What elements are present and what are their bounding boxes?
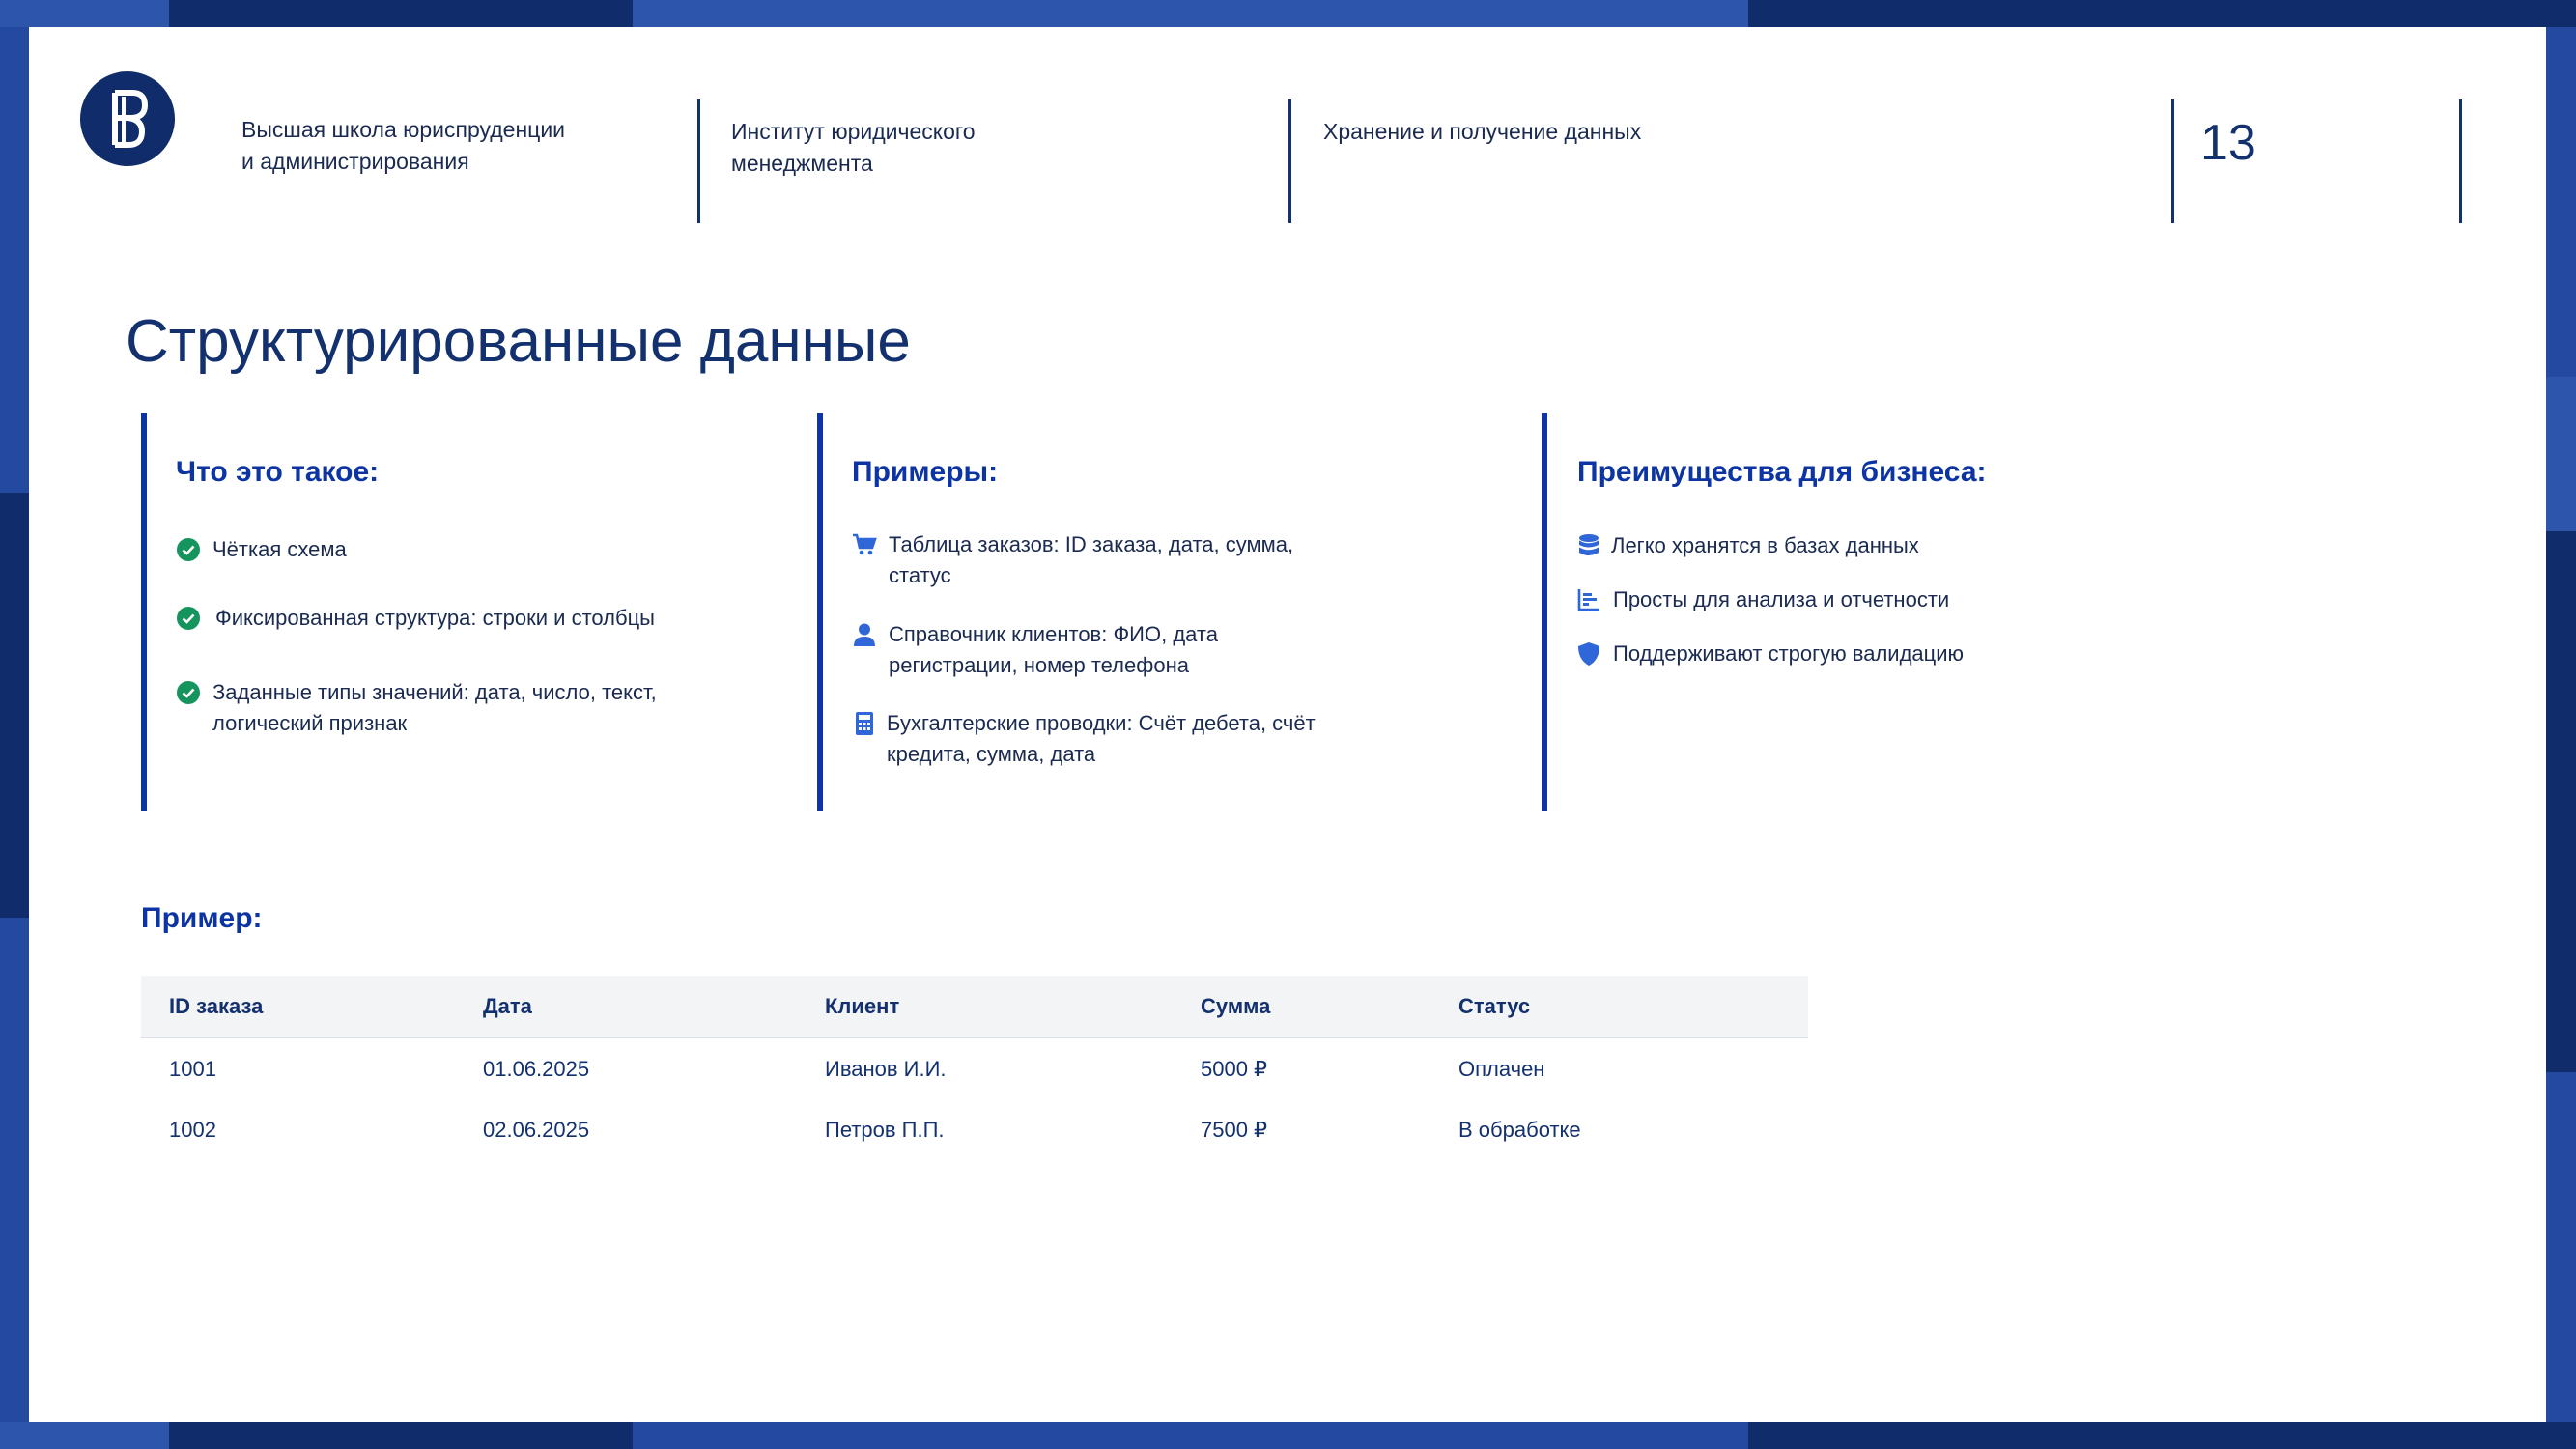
list-item [852, 529, 1293, 591]
institute-name [731, 116, 976, 180]
table-row [141, 1038, 1808, 1099]
column-accent-bar [817, 413, 823, 811]
frame-block [2546, 531, 2576, 1072]
column-heading-benefits: Преимущества для бизнеса: [1577, 456, 1987, 488]
table-cell: 1001 [169, 1057, 216, 1081]
school-name-line: Высшая школа юриспруденции [241, 117, 566, 142]
database-icon [1576, 533, 1601, 558]
frame-block [2546, 377, 2576, 531]
frame-block [169, 0, 633, 27]
list-item [1576, 584, 1949, 615]
table-cell: 7500 ₽ [1201, 1118, 1268, 1142]
list-item [176, 677, 657, 739]
list-item-text: Заданные типы значений: дата, число, текст, [212, 680, 657, 704]
frame-block [0, 0, 169, 27]
list-item [176, 534, 347, 565]
list-item-text: Бухгалтерские проводки: Счёт дебета, счёт [887, 711, 1316, 735]
table-cell: Петров П.П. [825, 1118, 945, 1142]
institute-name-line: Институт юридического [731, 119, 976, 144]
list-item-text: Таблица заказов: ID заказа, дата, сумма, [889, 532, 1294, 556]
shield-icon [1576, 641, 1601, 667]
list-item-text: Поддерживают строгую валидацию [1613, 641, 1965, 666]
list-item [1576, 530, 1919, 561]
frame-block [1748, 0, 2576, 27]
list-item-text: Просты для анализа и отчетности [1613, 587, 1950, 611]
list-item-text: Легко хранятся в базах данных [1611, 533, 1919, 557]
table-cell: Иванов И.И. [825, 1057, 947, 1081]
list-item [852, 619, 1218, 681]
check-circle-icon [176, 537, 201, 562]
table-header-cell: Сумма [1201, 994, 1271, 1018]
frame-block [633, 0, 1748, 27]
table-row [141, 1099, 1808, 1160]
header-divider [2171, 99, 2174, 223]
table-cell: 02.06.2025 [483, 1118, 590, 1142]
header-divider [1288, 99, 1291, 223]
header-divider [2459, 99, 2462, 223]
shopping-cart-icon [852, 532, 877, 557]
frame-block [0, 493, 29, 918]
orders-table [141, 976, 1808, 1160]
list-item [852, 708, 1316, 770]
institute-name-line: менеджмента [731, 151, 873, 176]
table-header-cell: Клиент [825, 994, 900, 1018]
list-item-text: Чёткая схема [212, 537, 347, 561]
table-cell: Оплачен [1458, 1057, 1545, 1081]
list-item-text: кредита, сумма, дата [887, 742, 1096, 766]
topic-name: Хранение и получение данных [1323, 119, 1642, 144]
column-heading-definition: Что это такое: [176, 456, 380, 488]
column-heading-examples: Примеры: [852, 456, 999, 488]
check-circle-icon [176, 680, 201, 705]
column-accent-bar [1542, 413, 1547, 811]
table-cell: 5000 ₽ [1201, 1057, 1268, 1081]
list-item-text: регистрации, номер телефона [889, 653, 1189, 677]
example-heading: Пример: [141, 902, 263, 934]
page-title: Структурированные данные [126, 308, 911, 375]
frame-block [0, 1422, 169, 1449]
school-name-line: и администрирования [241, 149, 469, 174]
table-cell: 1002 [169, 1118, 216, 1142]
list-item-text: Фиксированная структура: строки и столбцы [215, 606, 655, 630]
list-item-text: логический признак [212, 711, 408, 735]
list-item-text: статус [889, 563, 951, 587]
table-header-cell: Дата [483, 994, 532, 1018]
hse-logo [80, 71, 175, 166]
table-cell: 01.06.2025 [483, 1057, 590, 1081]
list-item [176, 603, 655, 634]
table-cell: В обработке [1458, 1118, 1581, 1142]
frame-block [1748, 1422, 2576, 1449]
table-header-cell: ID заказа [169, 994, 264, 1018]
page-number: 13 [2200, 115, 2256, 171]
list-item [1576, 639, 1964, 669]
school-name [241, 114, 565, 178]
header-divider [697, 99, 700, 223]
list-item-text: Справочник клиентов: ФИО, дата [889, 622, 1218, 646]
check-circle-icon [176, 606, 201, 631]
bar-chart-icon [1576, 587, 1601, 612]
user-icon [852, 622, 877, 647]
table-header-row [141, 976, 1808, 1038]
column-accent-bar [141, 413, 147, 811]
calculator-icon [852, 711, 877, 736]
frame-block [169, 1422, 633, 1449]
table-header-cell: Статус [1458, 994, 1531, 1018]
